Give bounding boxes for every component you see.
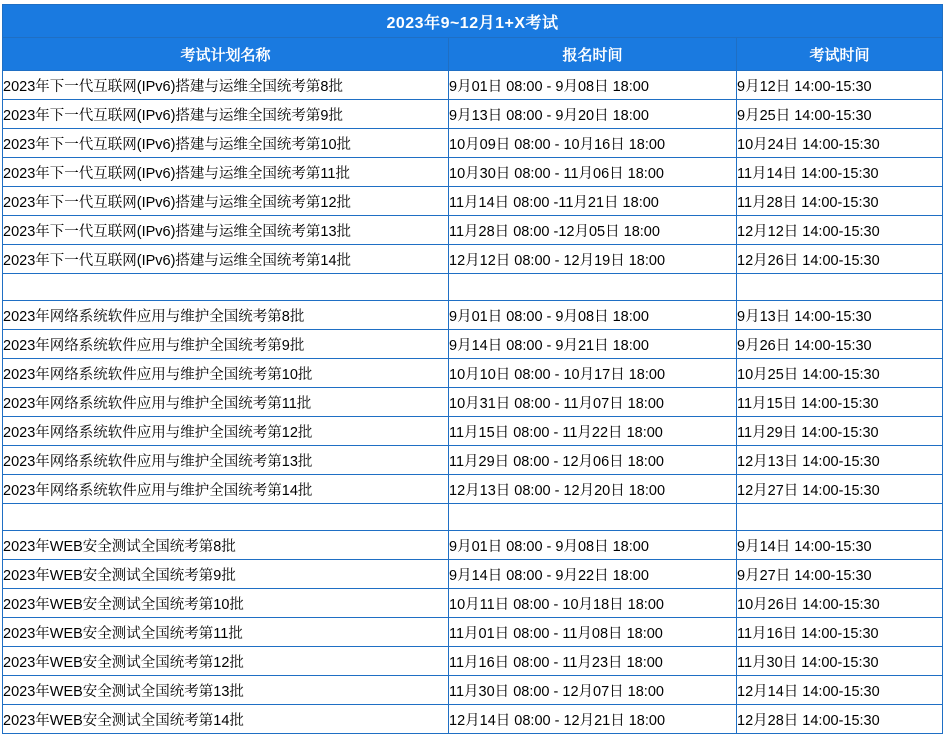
cell-exam-time: 9月26日 14:00-15:30 (737, 330, 943, 359)
table-row (3, 216, 943, 245)
table-row (3, 475, 943, 504)
table-row (3, 618, 943, 647)
cell-exam-time: 9月14日 14:00-15:30 (737, 531, 943, 560)
table-row (3, 187, 943, 216)
cell-signup-time: 9月01日 08:00 - 9月08日 18:00 (449, 71, 737, 100)
cell-exam-time: 11月14日 14:00-15:30 (737, 158, 943, 187)
table-row (3, 531, 943, 560)
table-cell-empty (737, 274, 943, 301)
table-cell-empty (3, 274, 449, 301)
table-cell-empty (3, 504, 449, 531)
table-body (3, 5, 943, 734)
table-cell-empty (449, 504, 737, 531)
table-row (3, 388, 943, 417)
cell-signup-time: 11月16日 08:00 - 11月23日 18:00 (449, 647, 737, 676)
cell-plan-name: 2023年WEB安全测试全国统考第10批 (3, 589, 449, 618)
table-row (3, 676, 943, 705)
column-header-signup-time: 报名时间 (449, 38, 737, 71)
table-spacer-row (3, 504, 943, 531)
cell-plan-name: 2023年下一代互联网(IPv6)搭建与运维全国统考第12批 (3, 187, 449, 216)
table-row (3, 100, 943, 129)
cell-plan-name: 2023年网络系统软件应用与维护全国统考第9批 (3, 330, 449, 359)
cell-plan-name: 2023年下一代互联网(IPv6)搭建与运维全国统考第11批 (3, 158, 449, 187)
cell-signup-time: 11月01日 08:00 - 11月08日 18:00 (449, 618, 737, 647)
table-spacer-row (3, 274, 943, 301)
cell-plan-name: 2023年WEB安全测试全国统考第9批 (3, 560, 449, 589)
cell-signup-time: 10月11日 08:00 - 10月18日 18:00 (449, 589, 737, 618)
cell-exam-time: 9月27日 14:00-15:30 (737, 560, 943, 589)
cell-exam-time: 9月12日 14:00-15:30 (737, 71, 943, 100)
cell-signup-time: 11月14日 08:00 -11月21日 18:00 (449, 187, 737, 216)
cell-signup-time: 11月30日 08:00 - 12月07日 18:00 (449, 676, 737, 705)
cell-exam-time: 11月30日 14:00-15:30 (737, 647, 943, 676)
cell-exam-time: 9月13日 14:00-15:30 (737, 301, 943, 330)
table-row (3, 71, 943, 100)
cell-signup-time: 9月14日 08:00 - 9月22日 18:00 (449, 560, 737, 589)
cell-plan-name: 2023年WEB安全测试全国统考第12批 (3, 647, 449, 676)
cell-plan-name: 2023年网络系统软件应用与维护全国统考第13批 (3, 446, 449, 475)
cell-exam-time: 12月27日 14:00-15:30 (737, 475, 943, 504)
table-row (3, 301, 943, 330)
cell-exam-time: 11月15日 14:00-15:30 (737, 388, 943, 417)
cell-exam-time: 11月28日 14:00-15:30 (737, 187, 943, 216)
table-row (3, 589, 943, 618)
cell-signup-time: 10月10日 08:00 - 10月17日 18:00 (449, 359, 737, 388)
cell-signup-time: 12月12日 08:00 - 12月19日 18:00 (449, 245, 737, 274)
cell-signup-time: 9月14日 08:00 - 9月21日 18:00 (449, 330, 737, 359)
cell-exam-time: 10月24日 14:00-15:30 (737, 129, 943, 158)
cell-plan-name: 2023年WEB安全测试全国统考第14批 (3, 705, 449, 734)
cell-plan-name: 2023年网络系统软件应用与维护全国统考第8批 (3, 301, 449, 330)
cell-plan-name: 2023年下一代互联网(IPv6)搭建与运维全国统考第13批 (3, 216, 449, 245)
cell-signup-time: 10月09日 08:00 - 10月16日 18:00 (449, 129, 737, 158)
table-cell-empty (449, 274, 737, 301)
table-row (3, 417, 943, 446)
cell-plan-name: 2023年下一代互联网(IPv6)搭建与运维全国统考第14批 (3, 245, 449, 274)
column-header-plan-name: 考试计划名称 (3, 38, 449, 71)
title-row (3, 5, 943, 38)
cell-exam-time: 12月13日 14:00-15:30 (737, 446, 943, 475)
cell-plan-name: 2023年WEB安全测试全国统考第8批 (3, 531, 449, 560)
cell-signup-time: 10月31日 08:00 - 11月07日 18:00 (449, 388, 737, 417)
cell-signup-time: 11月29日 08:00 - 12月06日 18:00 (449, 446, 737, 475)
cell-plan-name: 2023年WEB安全测试全国统考第13批 (3, 676, 449, 705)
cell-signup-time: 9月01日 08:00 - 9月08日 18:00 (449, 301, 737, 330)
cell-exam-time: 12月14日 14:00-15:30 (737, 676, 943, 705)
cell-plan-name: 2023年WEB安全测试全国统考第11批 (3, 618, 449, 647)
cell-exam-time: 10月25日 14:00-15:30 (737, 359, 943, 388)
cell-plan-name: 2023年下一代互联网(IPv6)搭建与运维全国统考第10批 (3, 129, 449, 158)
cell-exam-time: 12月12日 14:00-15:30 (737, 216, 943, 245)
table-row (3, 560, 943, 589)
table-row (3, 158, 943, 187)
table-title: 2023年9~12月1+X考试 (3, 5, 943, 38)
table-row (3, 705, 943, 734)
cell-plan-name: 2023年网络系统软件应用与维护全国统考第11批 (3, 388, 449, 417)
cell-plan-name: 2023年网络系统软件应用与维护全国统考第12批 (3, 417, 449, 446)
exam-schedule-table (2, 4, 943, 734)
table-row (3, 446, 943, 475)
cell-exam-time: 12月28日 14:00-15:30 (737, 705, 943, 734)
cell-signup-time: 9月13日 08:00 - 9月20日 18:00 (449, 100, 737, 129)
table-cell-empty (737, 504, 943, 531)
cell-exam-time: 11月29日 14:00-15:30 (737, 417, 943, 446)
cell-signup-time: 11月15日 08:00 - 11月22日 18:00 (449, 417, 737, 446)
cell-exam-time: 11月16日 14:00-15:30 (737, 618, 943, 647)
cell-signup-time: 10月30日 08:00 - 11月06日 18:00 (449, 158, 737, 187)
cell-plan-name: 2023年下一代互联网(IPv6)搭建与运维全国统考第8批 (3, 71, 449, 100)
cell-signup-time: 12月13日 08:00 - 12月20日 18:00 (449, 475, 737, 504)
cell-signup-time: 9月01日 08:00 - 9月08日 18:00 (449, 531, 737, 560)
column-header-exam-time: 考试时间 (737, 38, 943, 71)
cell-exam-time: 10月26日 14:00-15:30 (737, 589, 943, 618)
table-row (3, 359, 943, 388)
table-row (3, 647, 943, 676)
cell-signup-time: 12月14日 08:00 - 12月21日 18:00 (449, 705, 737, 734)
cell-plan-name: 2023年网络系统软件应用与维护全国统考第14批 (3, 475, 449, 504)
cell-exam-time: 12月26日 14:00-15:30 (737, 245, 943, 274)
table-row (3, 245, 943, 274)
table-row (3, 129, 943, 158)
header-row (3, 38, 943, 71)
cell-exam-time: 9月25日 14:00-15:30 (737, 100, 943, 129)
cell-plan-name: 2023年下一代互联网(IPv6)搭建与运维全国统考第9批 (3, 100, 449, 129)
cell-plan-name: 2023年网络系统软件应用与维护全国统考第10批 (3, 359, 449, 388)
cell-signup-time: 11月28日 08:00 -12月05日 18:00 (449, 216, 737, 245)
table-row (3, 330, 943, 359)
